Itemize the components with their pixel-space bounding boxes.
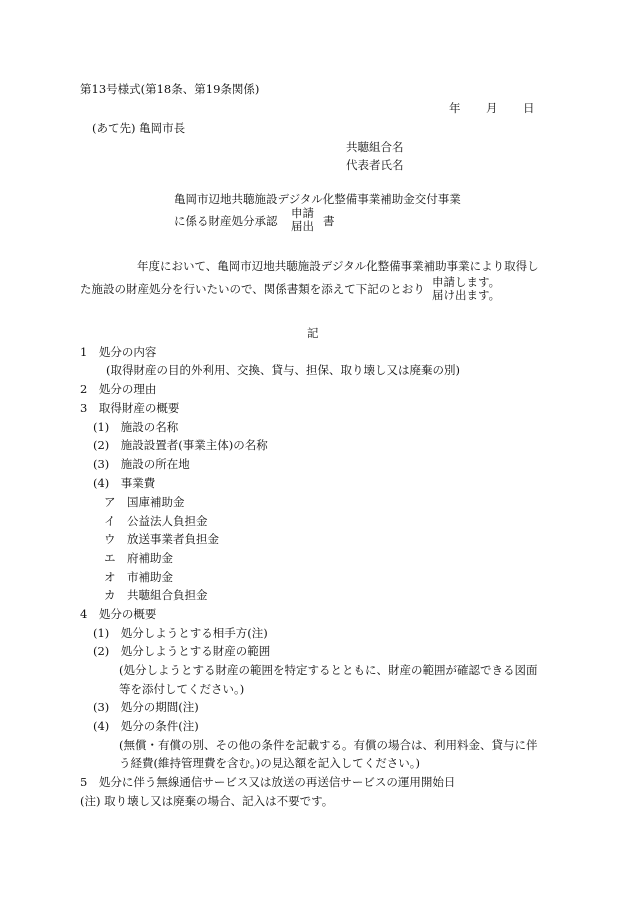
body-option-notify: 届け出ます。 [432,288,501,302]
item-3-4-a: ア 国庫補助金 [104,495,185,509]
item-4-2-note-2: 等を添付してください。) [119,682,245,696]
item-4-4-note-2: う経費(維持管理費を含む。)の見込額を記入してください。) [119,756,420,770]
representative-name-label: 代表者氏名 [346,158,404,172]
item-3-4-o: オ 市補助金 [104,570,173,584]
association-name-label: 共聴組合名 [346,140,404,154]
footnote: (注) 取り壊し又は廃棄の場合、記入は不要です。 [80,794,334,808]
item-4: 4 処分の概要 [80,607,157,621]
item-3-4-ka: カ 共聴組合負担金 [104,588,208,602]
body-line2: た施設の財産処分を行いたいので、関係書類を添えて下記のとおり [80,282,425,296]
date-month: 月 [486,101,498,115]
item-3-2: (2) 施設設置者(事業主体)の名称 [93,438,268,452]
item-3-4-u: ウ 放送事業者負担金 [104,532,219,546]
item-4-3: (3) 処分の期間(注) [93,700,199,714]
item-5: 5 処分に伴う無線通信サービス又は放送の再送信サービスの運用開始日 [80,775,456,789]
item-4-2: (2) 処分しようとする財産の範囲 [93,644,271,658]
form-number: 第13号様式(第18条、第19条関係) [80,82,260,96]
date-day: 日 [523,101,535,115]
item-4-2-note-1: (処分しようとする財産の範囲を特定するとともに、財産の範囲が確認できる図面 [119,663,538,677]
item-2: 2 処分の理由 [80,382,157,396]
item-3-4-e: エ 府補助金 [104,551,173,565]
item-1-note: (取得財産の目的外利用、交換、貸与、担保、取り壊し又は廃棄の別) [106,363,460,377]
body-option-apply: 申請します。 [432,275,501,289]
item-4-1: (1) 処分しようとする相手方(注) [93,626,268,640]
title-options [291,207,314,233]
item-3-4-i: イ 公益法人負担金 [104,514,208,528]
item-3-3: (3) 施設の所在地 [93,457,190,471]
body-line1: 年度において、亀岡市辺地共聴施設デジタル化整備事業補助事業により取得し [137,259,539,273]
title-option-apply: 申請 [291,206,314,220]
item-3-4: (4) 事業費 [93,476,156,490]
item-3-1: (1) 施設の名称 [93,420,179,434]
title-suffix: 書 [323,214,335,228]
item-4-4-note-1: (無償・有償の別、その他の条件を記載する。有償の場合は、利用料金、貸与に伴 [119,738,538,752]
title-option-notify: 届出 [291,219,314,233]
addressee: (あて先) 亀岡市長 [92,121,186,135]
item-4-4: (4) 処分の条件(注) [93,719,199,733]
body-options [432,276,500,302]
title-line1: 亀岡市辺地共聴施設デジタル化整備事業補助金交付事業 [174,192,461,206]
title-line2: に係る財産処分承認 [174,214,278,228]
item-3: 3 取得財産の概要 [80,401,180,415]
item-1: 1 処分の内容 [80,345,157,359]
date-year: 年 [449,101,461,115]
ki-heading: 記 [307,326,319,340]
